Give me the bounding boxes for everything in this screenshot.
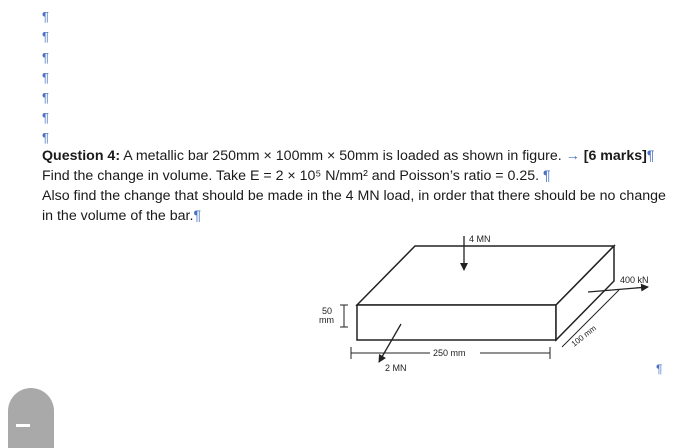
tab-arrow-icon: → bbox=[565, 148, 580, 164]
dim-width-label: 100 mm bbox=[569, 323, 599, 349]
loaded-bar-figure bbox=[300, 226, 670, 376]
question-text: A metallic bar 250mm × 100mm × 50mm is loaded as shown in figure. bbox=[120, 148, 562, 164]
question-followup-end: in the volume of the bar. bbox=[42, 208, 194, 224]
paragraph-mark: ¶ bbox=[42, 110, 49, 125]
question-label: Question 4: bbox=[42, 148, 121, 164]
paragraph-mark: ¶ bbox=[42, 70, 49, 85]
dim-length-label: 250 mm bbox=[433, 348, 466, 358]
paragraph-mark: ¶ bbox=[42, 9, 49, 24]
dim-height-value: 50 bbox=[322, 306, 333, 316]
question-instruction: Find the change in volume. Take E = 2 × 10⁵ N/mm² and Poisson’s ratio = 0.25. bbox=[42, 168, 540, 184]
question-followup: Also find the change that should be made in the 4 MN load, in order that there should be no change bbox=[42, 188, 666, 204]
paragraph-mark: ¶ bbox=[42, 90, 49, 105]
marks-label: [6 marks] bbox=[583, 148, 647, 164]
load-front-label: 2 MN bbox=[385, 363, 407, 373]
question-line-1 bbox=[42, 146, 682, 166]
paragraph-mark: ¶ bbox=[42, 50, 49, 65]
avatar[interactable] bbox=[8, 388, 54, 448]
paragraph-mark: ¶ bbox=[42, 130, 49, 145]
question-line-3 bbox=[42, 186, 682, 206]
load-top-label: 4 MN bbox=[469, 234, 491, 244]
paragraph-mark: ¶ bbox=[543, 168, 551, 184]
paragraph-mark: ¶ bbox=[42, 29, 49, 44]
paragraph-mark: ¶ bbox=[193, 208, 202, 224]
bar-front-face bbox=[357, 305, 556, 340]
question-line-4 bbox=[42, 206, 682, 226]
question-line-2 bbox=[42, 166, 682, 186]
load-side-label: 400 kN bbox=[620, 275, 649, 285]
paragraph-mark: ¶ bbox=[656, 362, 663, 376]
paragraph-mark: ¶ bbox=[646, 148, 655, 164]
dim-height-unit: mm bbox=[319, 315, 334, 325]
